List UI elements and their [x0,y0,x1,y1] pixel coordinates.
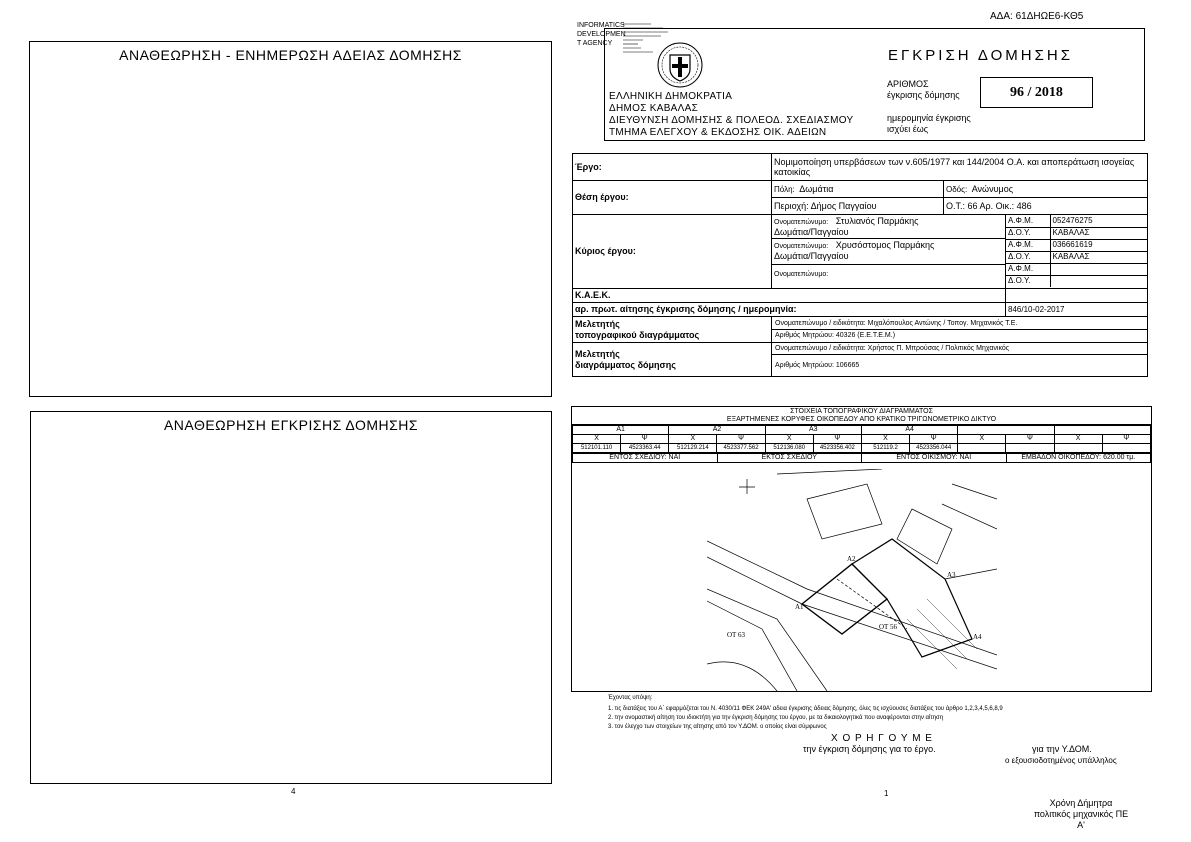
approval-statement: την έγκριση δόμησης για το έργο. [803,744,936,754]
street-cell [944,181,1148,198]
axis-label: Ψ [910,435,958,444]
owner-tax-info [1006,215,1148,289]
approval-date-label [887,113,971,135]
doy-label: Δ.Ο.Υ. [1006,251,1050,263]
points-row [573,426,1151,435]
coordinate-value [1102,444,1150,453]
date-label: ημερομηνία έγκρισης [887,113,971,123]
axis-label: Ψ [1006,435,1054,444]
topo-study-info [772,317,1148,343]
axis-label: X [573,435,621,444]
map-label: Α1 [795,603,804,611]
considerations [608,694,1158,732]
issuing-authority [609,91,854,139]
point-header: A4 [861,426,957,435]
map-label: ΟΤ 56 [879,623,897,631]
signer-name: Χρόνη Δήμητρα [1049,798,1113,808]
ada-code: ΑΔΑ: 61ΔΗΩΕ6-ΚΘ5 [990,11,1084,22]
thesi-label: Θέση έργου: [573,181,772,215]
doy-value: ΚΑΒΑΛΑΣ [1050,227,1147,239]
afm-label: Α.Φ.Μ. [1006,215,1050,227]
afm-value: 036661619 [1050,239,1147,251]
kaek-value [1006,289,1148,303]
owner-place: Δωμάτια/Παγγαίου [774,227,849,237]
approval-number-label [887,79,960,101]
owner-names [772,215,1006,289]
owner-place: Δωμάτια/Παγγαίου [774,251,849,261]
block-value: Ο.Τ.: 66 Αρ. Οικ.: 486 [944,198,1148,215]
axis-label: Ψ [717,435,765,444]
coordinate-value: 512119.2 [861,444,909,453]
topo-study-label [573,317,772,343]
project-details-table [572,153,1148,377]
note-item: 2. την ονομαστική αίτηση του ιδιοκτήτη για την έγκριση δόμησης του έργου, με τα δικαιολογητικά που αναφέρονται στην αίτηση [608,715,944,721]
number-label: έγκρισης δόμησης [887,90,960,100]
plot-area: ΕΜΒΑΔΟΝ ΟΙΚΟΠΕΔΟΥ: 620.00 τμ. [1006,454,1151,463]
org-line: ΔΗΜΟΣ ΚΑΒΑΛΑΣ [609,103,699,114]
coordinate-value: 4523356.402 [813,444,861,453]
city-label: Πόλη: [774,184,795,194]
topo-heading [572,407,1151,425]
org-line: ΕΛΛΗΝΙΚΗ ΔΗΜΟΚΡΑΤΙΑ [609,91,733,102]
panel-title: ΑΝΑΘΕΩΡΗΣΗ - ΕΝΗΜΕΡΩΣΗ ΑΔΕΙΑΣ ΔΟΜΗΣΗΣ [119,47,462,63]
document-title: ΕΓΚΡΙΣΗ ΔΟΜΗΣΗΣ [888,47,1073,64]
axis-label: X [669,435,717,444]
coordinates-table [572,425,1151,453]
axis-label: Ψ [621,435,669,444]
page-number-right: 1 [884,789,889,798]
ergo-value: Νομιμοποίηση υπερβάσεων των ν.605/1977 και 144/2004 Ο.Α. και αποπεράτωση ισογείας κατοικίας [772,154,1148,181]
coordinate-value: 4523356.044 [910,444,958,453]
city-cell [772,181,944,198]
axis-label: Ψ [813,435,861,444]
signer-title: πολιτικός μηχανικός ΠΕ Α' [1033,809,1129,830]
axis-label: X [958,435,1006,444]
values-row [573,444,1151,453]
revision-update-panel [29,41,552,397]
coordinate-value: 512136.080 [765,444,813,453]
city-value: Δωμάτια [799,183,834,194]
name-label: Ονοματεπώνυμο: [774,219,829,226]
protocol-value: 846/10-02-2017 [1006,303,1148,317]
coordinate-value [958,444,1006,453]
approval-number: 96 / 2018 [1010,85,1063,100]
name-label: Ονοματεπώνυμο: [774,271,829,278]
diagram-study-label [573,343,772,377]
coordinate-value: 512101.110 [573,444,621,453]
topo-engineer: Ονοματεπώνυμο / ειδικότητα: Μιχαλόπουλος Αντώνης / Τοπογ. Μηχανικός Τ.Ε. [772,318,1147,330]
validity-label: ισχύει έως [887,124,929,134]
approval-number-box [980,77,1093,108]
note-item: 1. τις διατάξεις του Α΄ εφαρμόζεται του Ν. 4030/11 ΦΕΚ 249Α' αδεια έγκρισης άδειας δόμησης, όλες τις ισχύουσες διατάξεις του άρθρο 1,2,3,4,5,6,8,9 [608,706,1003,712]
doy-label: Δ.Ο.Υ. [1006,227,1050,239]
axis-label: X [861,435,909,444]
coordinate-value [1054,444,1102,453]
point-header [1054,426,1150,435]
afm-label: Α.Φ.Μ. [1006,263,1050,275]
axis-row [573,435,1151,444]
diagram-study-info [772,343,1148,377]
map-label: Α3 [947,571,956,579]
doy-value: ΚΑΒΑΛΑΣ [1050,251,1147,263]
coordinate-value [1006,444,1054,453]
greek-emblem-icon [656,41,704,89]
stamp-line: INFORMATICS [577,22,625,29]
page-number-left: 4 [291,787,296,796]
owner-label: Κύριος έργου: [573,215,772,289]
org-line: ΔΙΕΥΘΥΝΣΗ ΔΟΜΗΣΗΣ & ΠΟΛΕΟΔ. ΣΧΕΔΙΑΣΜΟΥ [609,115,854,126]
authorized-employee: ο εξουσιοδοτημένος υπάλληλος [1005,756,1117,765]
entos-oikismou: ΕΝΤΟΣ ΟΙΚΙΣΜΟΥ: ΝΑΙ [862,454,1007,463]
xorigoume-heading: Χ Ο Ρ Η Γ Ο Υ Μ Ε [831,733,933,744]
topo-label-line: τοπογραφικού διαγράμματος [575,329,700,340]
axis-label: X [765,435,813,444]
map-label: Α2 [847,555,856,563]
diagram-engineer: Ονοματεπώνυμο / ειδικότητα: Χρήστος Π. Μπρούσας / Πολιτικός Μηχανικός [772,343,1147,355]
ergo-label: Έργο: [573,154,772,181]
notes-heading: Έχοντας υπόψη: [608,695,653,701]
signer-block [1030,798,1132,831]
point-header [958,426,1054,435]
area-value: Περιοχή: Δήμος Παγγαίου [772,198,944,215]
panel-title: ΑΝΑΘΕΩΡΗΣΗ ΕΓΚΡΙΣΗΣ ΔΟΜΗΣΗΣ [163,417,419,433]
point-header: A1 [573,426,669,435]
afm-value [1050,263,1147,275]
owner-entry [772,215,1005,239]
approval-header-box [604,28,1145,141]
org-line: ΤΜΗΜΑ ΕΛΕΓΧΟΥ & ΕΚΔΟΣΗΣ ΟΙΚ. ΑΔΕΙΩΝ [609,127,827,138]
street-value: Ανώνυμος [971,183,1014,194]
stamp-line: T AGENCY [577,40,613,47]
diagram-label-line: Μελετητής [575,348,620,359]
protocol-label: αρ. πρωτ. αίτησης έγκρισης δόμησης / ημερομηνία: [573,303,1006,317]
point-header: A3 [765,426,861,435]
topo-label-line: Μελετητής [575,318,620,329]
owner-name: Στυλιανός Παρμάκης [835,216,919,226]
afm-label: Α.Φ.Μ. [1006,239,1050,251]
number-label: ΑΡΙΘΜΟΣ [887,79,929,89]
owner-name: Χρυσόστομος Παρμάκης [835,240,935,250]
note-item: 3. τον έλεγχο των στοιχείων της αίτησης από τον Υ.ΔΟΜ. ο οποίος είναι σύμφωνος [608,724,827,730]
diagram-registry: Αριθμός Μητρώου: 106665 [775,362,860,369]
site-plan-map [707,469,997,691]
coordinate-value: 512129.214 [669,444,717,453]
topo-title: ΣΤΟΙΧΕΙΑ ΤΟΠΟΓΡΑΦΙΚΟΥ ΔΙΑΓΡΑΜΜΑΤΟΣ [790,408,933,415]
owner-entry [772,265,1005,284]
name-label: Ονοματεπώνυμο: [774,243,829,250]
map-label: Α4 [973,633,982,641]
map-label: ΟΤ 63 [727,631,745,639]
topographic-section [571,406,1152,692]
axis-label: X [1054,435,1102,444]
topo-registry: Αριθμός Μητρώου: 40326 (Ε.Ε.Τ.Ε.Μ.) [775,332,896,339]
topo-subtitle: ΕΞΑΡΤΗΜΕΝΕΣ ΚΟΡΥΦΕΣ ΟΙΚΟΠΕΔΟΥ ΑΠΟ ΚΡΑΤΙΚΟ ΤΡΙΓΩΝΟΜΕΤΡΙΚΟ ΔΙΚΤΥΟ [726,416,997,423]
afm-value: 052476275 [1050,215,1147,227]
stamp-line: DEVELOPMEN [577,31,626,38]
coordinate-value: 4523377.562 [717,444,765,453]
zoning-table [572,453,1151,463]
doy-value [1050,275,1147,287]
entos-sxediou: ΕΝΤΟΣ ΣΧΕΔΙΟΥ: ΝΑΙ [573,454,718,463]
point-header: A2 [669,426,765,435]
ektos-sxediou: ΕΚΤΟΣ ΣΧΕΔΙΟΥ [717,454,862,463]
doy-label: Δ.Ο.Υ. [1006,275,1050,287]
street-label: Οδός: [946,184,968,194]
axis-label: Ψ [1102,435,1150,444]
owner-entry [772,239,1005,265]
diagram-label-line: διαγράμματος δόμησης [575,359,676,370]
revision-approval-panel [30,411,552,784]
kaek-label: Κ.Α.Ε.Κ. [573,289,1006,303]
for-ydom: για την Υ.ΔΟΜ. [1032,744,1092,754]
coordinate-value: 4523363.44 [621,444,669,453]
